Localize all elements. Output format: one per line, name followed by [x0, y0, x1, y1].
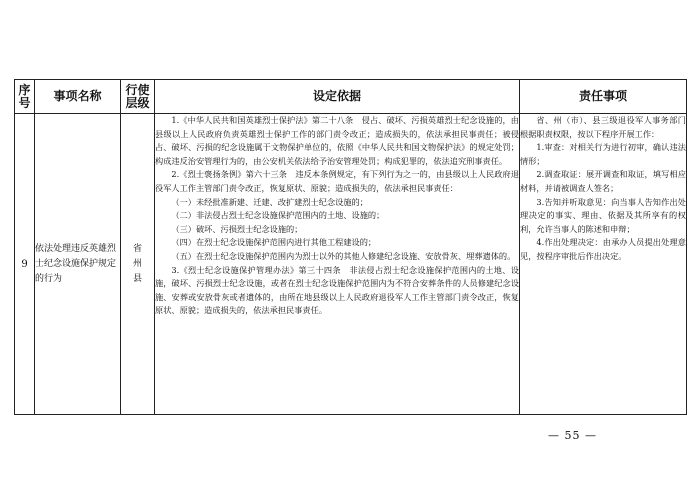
- basis-paragraph-3: 3.《烈士纪念设施保护管理办法》第三十四条 非法侵占烈士纪念设施保护范围内的土地、设施，破坏、污损烈士纪念设施，或者在烈士纪念设施保护范围内为不符合安葬条件的人员修建纪念设施、安葬或安放骨灰或者遗体的，由所在地县级以上人民政府退役军人工作主管部门责令改正，恢复原状、原貌；造成损失的，依法承担民事责任。: [155, 264, 519, 316]
- resp-step-3: 3.告知并听取意见：向当事人告知作出处理决定的事实、理由、依据及其所享有的权利，允许当事人的陈述和申辩；: [520, 196, 686, 234]
- row-serial-no: 9: [15, 114, 35, 415]
- page-number: — 55 —: [548, 429, 597, 442]
- header-serial-no: 序号: [15, 80, 35, 114]
- level-text: [133, 244, 142, 284]
- resp-step-2: 2.调查取证：展开调查和取证，填写相应材料，并请被调查人签名；: [520, 169, 686, 193]
- basis-paragraph-1: 1.《中华人民共和国英雄烈士保护法》第二十八条 侵占、破坏、污损英雄烈士纪念设施的，由县级以上人民政府负责英雄烈士保护工作的部门责令改正；造成损失的，依法承担民事责任；被侵占、破坏、污损的纪念设施属于文物保护单位的，依照《中华人民共和国文物保护法》的规定处罚；构成违反治安管理行为的，由公安机关依法给予治安管理处罚；构成犯罪的，依法追究刑事责任。: [155, 115, 519, 166]
- duty-table: [14, 79, 687, 415]
- basis-paragraph-2: 2.《烈士褒扬条例》第六十三条 违反本条例规定，有下列行为之一的，由县级以上人民政府退役军人工作主管部门责令改正，恢复原状、原貌；造成损失的，依法承担民事责任：: [155, 169, 519, 193]
- header-exercise-level: 行使层级: [121, 80, 155, 114]
- basis-clause-1: （一）未经批准新建、迁建、改扩建烈士纪念设施的；: [171, 196, 368, 207]
- row-legal-basis: [155, 114, 520, 415]
- row-responsibility: [520, 114, 687, 415]
- row-exercise-level: [121, 114, 155, 415]
- level-char: 省: [132, 243, 142, 254]
- basis-clause-5: （五）在烈士纪念设施保护范围内为烈士以外的其他人修建纪念设施、安放骨灰、埋葬遗体的。: [171, 250, 516, 261]
- resp-intro: 省、州（市）、县三级退役军人事务部门根据职责权限，按以下程序开展工作：: [520, 115, 686, 139]
- basis-clause-3: （三）破坏、污损烈士纪念设施的；: [171, 223, 303, 234]
- basis-clause-4: （四）在烈士纪念设施保护范围内进行其他工程建设的；: [171, 237, 377, 248]
- level-char: 县: [132, 273, 142, 284]
- header-responsibility: 责任事项: [520, 80, 687, 114]
- header-item-name: 事项名称: [35, 80, 121, 114]
- resp-step-4: 4.作出处理决定：由承办人员提出处理意见，按程序审批后作出决定。: [520, 237, 686, 261]
- table-header-row: [15, 80, 687, 114]
- row-item-name: 依法处理违反英雄烈士纪念设施保护规定的行为: [35, 114, 121, 415]
- level-char: 州: [132, 258, 142, 269]
- basis-clause-2: （二）非法侵占烈士纪念设施保护范围内的土地、设施的；: [171, 210, 385, 221]
- header-legal-basis: 设定依据: [155, 80, 520, 114]
- table-row: [15, 114, 687, 415]
- resp-step-1: 1.审查：对相关行为进行初审，确认违法情形；: [520, 142, 686, 166]
